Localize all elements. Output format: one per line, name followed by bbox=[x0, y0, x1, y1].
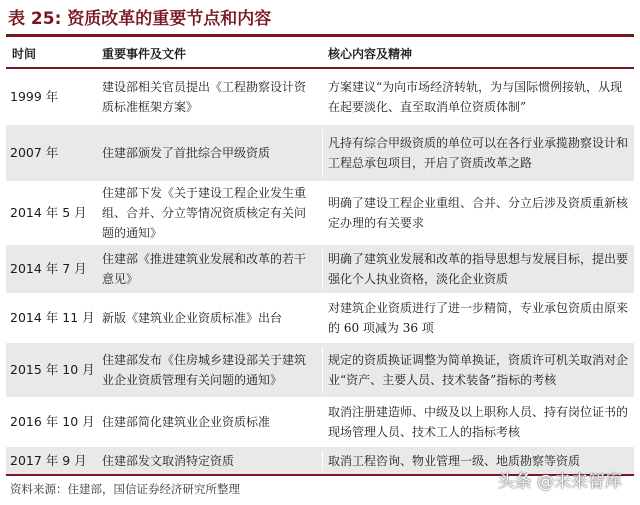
row-event: 住建部发文取消特定资质 bbox=[102, 453, 235, 468]
source-note: 资料来源：住建部，国信证券经济研究所整理 bbox=[10, 482, 240, 496]
column-divider bbox=[322, 451, 323, 470]
row-content: 取消工程咨询、物业管理一级、地质勘察等资质 bbox=[328, 453, 581, 468]
table-row bbox=[6, 343, 634, 397]
column-divider bbox=[322, 129, 323, 177]
table-body bbox=[6, 69, 634, 474]
table-title: 表 25: 资质改革的重要节点和内容 bbox=[8, 9, 272, 29]
row-content: 取消注册建造师、中级及以上职称人员、持有岗位证书的现场管理人员、技术工人的指标考核 bbox=[328, 405, 629, 439]
table-row bbox=[6, 245, 634, 293]
table-header bbox=[6, 37, 634, 67]
row-year: 2014 年 5 月 bbox=[10, 205, 87, 220]
header-time: 时间 bbox=[12, 47, 37, 61]
header-content: 核心内容及精神 bbox=[328, 47, 413, 61]
table-row bbox=[6, 397, 634, 447]
row-year: 2016 年 10 月 bbox=[10, 414, 95, 429]
row-year: 2017 年 9 月 bbox=[10, 452, 87, 468]
row-content: 明确了建设工程企业重组、合并、分立后涉及资质重新核定办理的有关要求 bbox=[328, 196, 629, 230]
row-event: 住建部发布《住房城乡建设部关于建筑业企业资质管理有关问题的通知》 bbox=[102, 353, 307, 387]
row-year: 2014 年 7 月 bbox=[10, 261, 87, 276]
row-event: 住建部颁发了首批综合甲级资质 bbox=[102, 146, 271, 160]
column-divider bbox=[322, 249, 323, 289]
row-year: 2007 年 bbox=[10, 145, 59, 160]
row-content: 方案建议“为向市场经济转轨，为与国际惯例接轨，从现在起要淡化、直至取消单位资质体制” bbox=[328, 80, 623, 114]
header-event: 重要事件及文件 bbox=[102, 47, 187, 61]
row-event: 建设部相关官员提出《工程勘察设计资质标准框架方案》 bbox=[102, 80, 307, 114]
row-event: 住建部简化建筑业企业资质标准 bbox=[102, 415, 271, 429]
table-row bbox=[6, 125, 634, 181]
row-year: 1999 年 bbox=[10, 89, 59, 104]
row-event: 新版《建筑业企业资质标准》出台 bbox=[102, 311, 283, 325]
row-year: 2015 年 10 月 bbox=[10, 362, 95, 377]
row-content: 凡持有综合甲级资质的单位可以在各行业承揽勘察设计和工程总承包项目，开启了资质改革之路 bbox=[328, 136, 629, 170]
row-content: 明确了建筑业发展和改革的指导思想与发展目标，提出要强化个人执业资格，淡化企业资质 bbox=[328, 252, 629, 286]
column-divider bbox=[322, 347, 323, 393]
row-event: 住建部下发《关于建设工程企业发生重组、合并、分立等情况资质核定有关问题的通知》 bbox=[102, 186, 307, 240]
watermark: 头条 @未来智库 bbox=[497, 472, 622, 492]
table-row bbox=[6, 293, 634, 343]
table-row bbox=[6, 69, 634, 125]
row-content: 规定的资质换证调整为简单换证，资质许可机关取消对企业“资产、主要人员、技术装备”指标的考核 bbox=[328, 353, 629, 387]
table-row bbox=[6, 181, 634, 245]
row-event: 住建部《推进建筑业发展和改革的若干意见》 bbox=[102, 252, 307, 286]
row-year: 2014 年 11 月 bbox=[10, 310, 95, 325]
row-content: 对建筑企业资质进行了进一步精简，专业承包资质由原来的 60 项减为 36 项 bbox=[328, 301, 629, 335]
